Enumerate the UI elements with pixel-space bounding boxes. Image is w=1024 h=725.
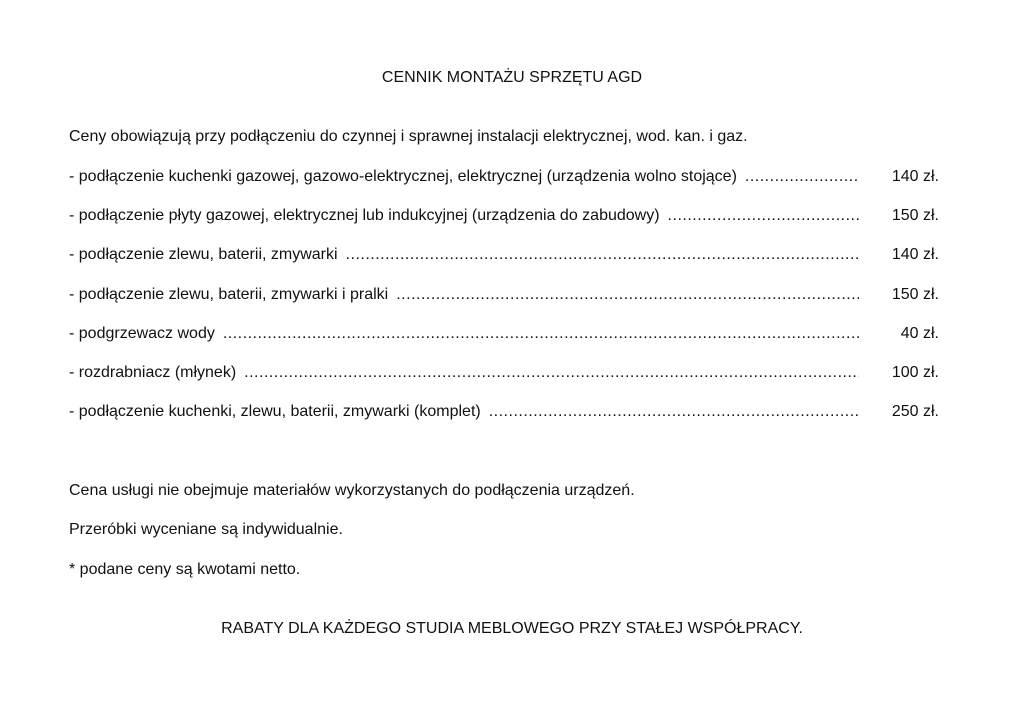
note-net-prices: * podane ceny są kwotami netto. <box>69 561 301 578</box>
service-price: 150 zł. <box>891 207 939 225</box>
note-alterations: Przeróbki wyceniane są indywidualnie. <box>69 521 343 538</box>
service-label: - podłączenie zlewu, baterii, zmywarki <box>69 246 338 264</box>
intro-text: Ceny obowiązują przy podłączeniu do czynnej i sprawnej instalacji elektrycznej, wod. kan. i gaz. <box>69 128 748 145</box>
service-label: - podłączenie kuchenki, zlewu, baterii, zmywarki (komplet) <box>69 403 481 421</box>
service-label: - podłączenie płyty gazowej, elektrycznej lub indukcyjnej (urządzenia do zabudowy) <box>69 207 660 225</box>
service-price: 140 zł. <box>891 168 939 185</box>
price-row <box>69 363 939 402</box>
price-list <box>69 167 939 441</box>
discount-footer: RABATY DLA KAŻDEGO STUDIA MEBLOWEGO PRZY STAŁEJ WSPÓŁPRACY. <box>221 620 803 637</box>
dot-leader <box>346 245 859 265</box>
price-row <box>69 245 939 284</box>
price-row <box>69 402 939 441</box>
service-price: 250 zł. <box>891 403 939 421</box>
price-row <box>69 324 939 363</box>
price-row <box>69 285 939 324</box>
service-price: 40 zł. <box>900 324 939 342</box>
dot-leader <box>745 167 859 187</box>
dot-leader <box>396 285 859 305</box>
dot-leader <box>223 324 859 344</box>
dot-leader <box>668 206 859 226</box>
service-label: - podgrzewacz wody <box>69 324 215 342</box>
price-row <box>69 206 939 245</box>
service-price: 100 zł. <box>891 363 939 381</box>
page-title: CENNIK MONTAŻU SPRZĘTU AGD <box>381 69 643 86</box>
service-label: - podłączenie zlewu, baterii, zmywarki i pralki <box>69 285 389 303</box>
note-materials: Cena usługi nie obejmuje materiałów wykorzystanych do podłączenia urządzeń. <box>69 482 635 499</box>
service-price: 150 zł. <box>891 285 939 303</box>
price-row <box>69 167 939 206</box>
dot-leader <box>244 363 859 383</box>
service-label: - rozdrabniacz (młynek) <box>69 363 237 381</box>
service-label: - podłączenie kuchenki gazowej, gazowo-elektrycznej, elektrycznej (urządzenia wolno stojące) <box>69 168 737 185</box>
dot-leader <box>489 402 859 422</box>
service-price: 140 zł. <box>891 246 939 264</box>
